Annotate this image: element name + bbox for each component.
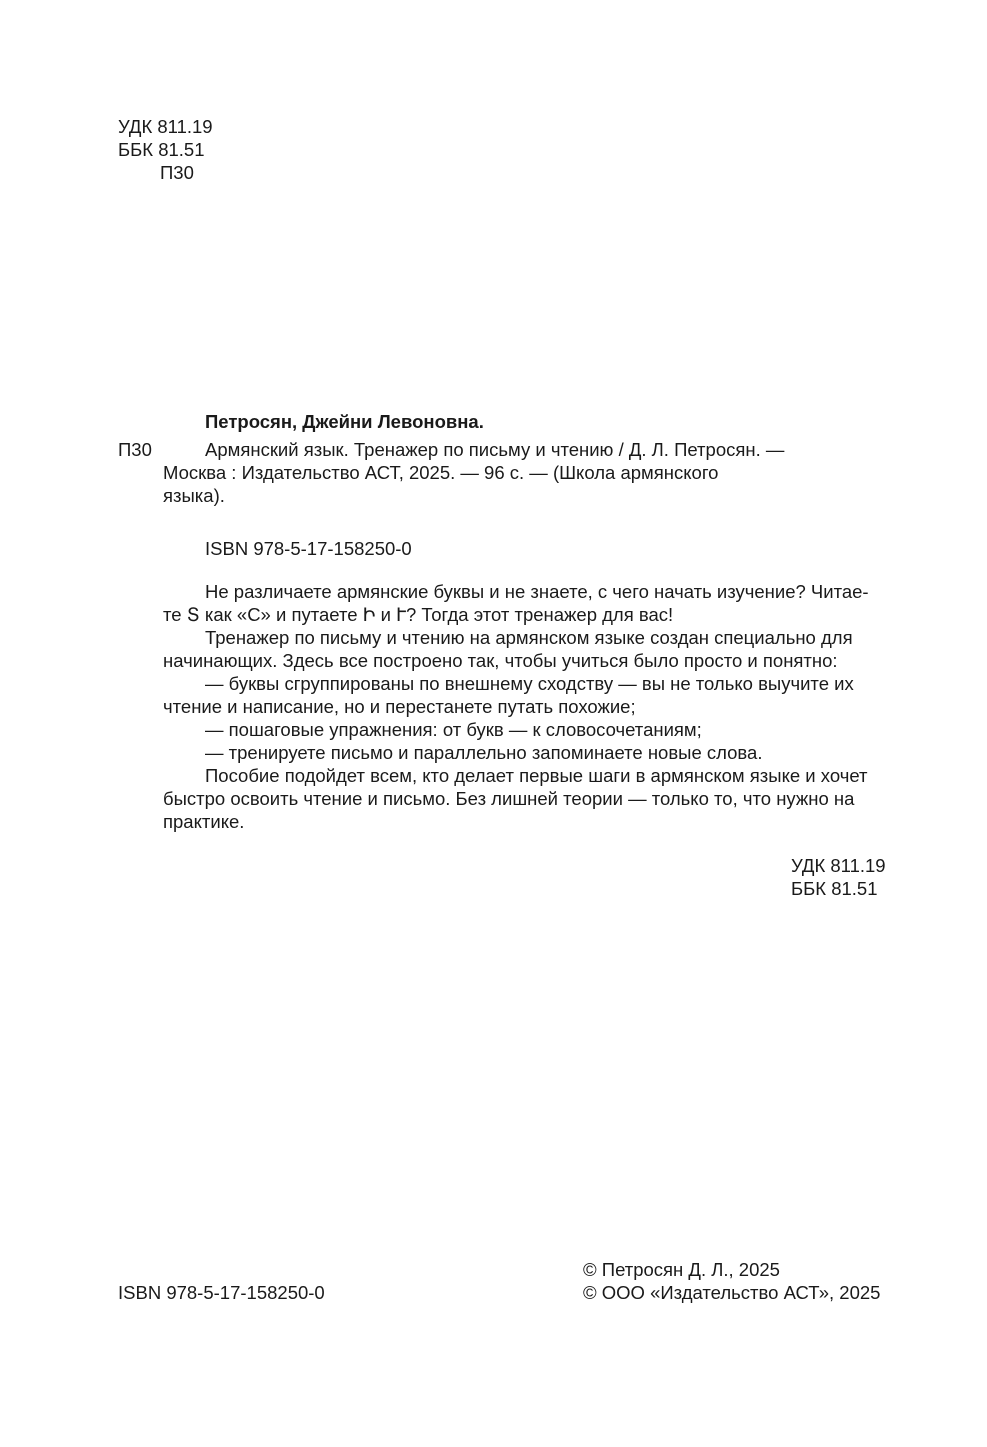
annotation-line: начинающих. Здесь все построено так, чтобы учиться было просто и понятно:: [163, 650, 838, 671]
bbk-index-bottom: ББК 81.51: [791, 878, 878, 899]
udk-index-bottom: УДК 811.19: [791, 855, 886, 876]
bbk-index-top: ББК 81.51: [118, 139, 205, 160]
annotation-line: Не различаете армянские буквы и не знаете, с чего начать изучение? Читае-: [205, 581, 869, 602]
author-heading: Петросян, Джейни Левоновна.: [205, 411, 484, 432]
isbn-record: ISBN 978-5-17-158250-0: [205, 538, 412, 559]
annotation-line: — пошаговые упражнения: от букв — к словосочетаниям;: [205, 719, 702, 740]
author-mark-top: П30: [160, 162, 194, 183]
bibliographic-description: [163, 438, 890, 507]
annotation-line: быстро освоить чтение и письмо. Без лишней теории — только то, что нужно на: [163, 788, 855, 809]
annotation: [163, 580, 891, 833]
bib-line-1: Армянский язык. Тренажер по письму и чтению / Д. Л. Петросян. —: [205, 439, 785, 460]
annotation-line: те Տ как «С» и путаете Ի и Ւ? Тогда этот тренажер для вас!: [163, 604, 674, 625]
isbn-footer: ISBN 978-5-17-158250-0: [118, 1282, 325, 1303]
copyright-author: © Петросян Д. Л., 2025: [583, 1259, 780, 1280]
annotation-line: практике.: [163, 811, 245, 832]
annotation-line: Пособие подойдет всем, кто делает первые шаги в армянском языке и хочет: [205, 765, 868, 786]
udk-index-top: УДК 811.19: [118, 116, 213, 137]
annotation-line: Тренажер по письму и чтению на армянском языке создан специально для: [205, 627, 853, 648]
copyright-publisher: © ООО «Издательство АСТ», 2025: [583, 1282, 881, 1303]
annotation-line: — тренируете письмо и параллельно запоминаете новые слова.: [205, 742, 763, 763]
bib-line-2: Москва : Издательство АСТ, 2025. — 96 с. — (Школа армянского: [163, 462, 719, 483]
annotation-line: чтение и написание, но и перестанете путать похожие;: [163, 696, 636, 717]
author-mark: П30: [118, 439, 152, 460]
bib-line-3: языка).: [163, 485, 225, 506]
annotation-line: — буквы сгруппированы по внешнему сходству — вы не только выучите их: [205, 673, 854, 694]
